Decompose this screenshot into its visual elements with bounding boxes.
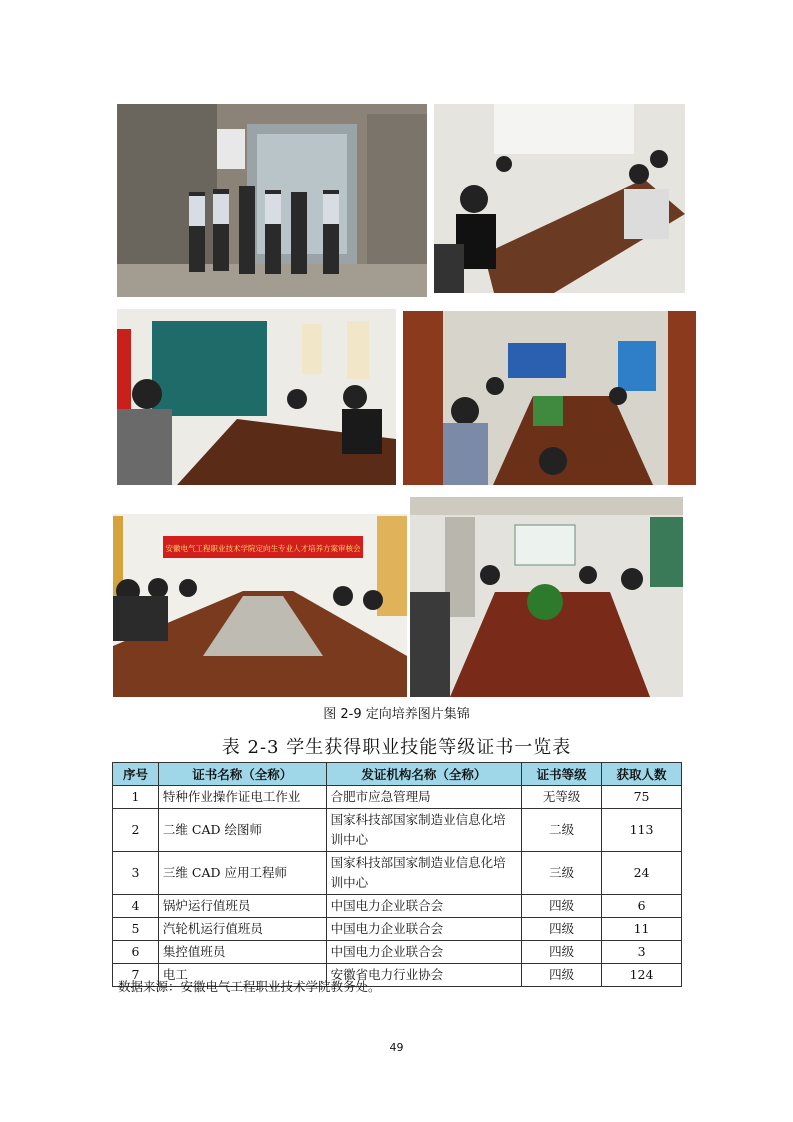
cell-issuer: 国家科技部国家制造业信息化培训中心 — [326, 852, 522, 895]
cell-issuer: 中国电力企业联合会 — [326, 895, 522, 918]
cell-issuer: 国家科技部国家制造业信息化培训中心 — [326, 809, 522, 852]
cell-cert-name: 三维 CAD 应用工程师 — [158, 852, 326, 895]
cell-cert-name: 电工 — [158, 964, 326, 987]
cell-count: 124 — [602, 964, 682, 987]
cell-cert-name: 集控值班员 — [158, 941, 326, 964]
photo-meeting-room-3 — [403, 311, 696, 485]
photo-meeting-room-4 — [410, 497, 683, 697]
header-level: 证书等级 — [522, 763, 602, 786]
cell-count: 6 — [602, 895, 682, 918]
table-row — [113, 809, 682, 852]
cell-level: 三级 — [522, 852, 602, 895]
cell-count: 3 — [602, 941, 682, 964]
table-row — [113, 852, 682, 895]
cell-issuer: 中国电力企业联合会 — [326, 918, 522, 941]
cell-index: 5 — [113, 918, 159, 941]
cell-issuer: 合肥市应急管理局 — [326, 786, 522, 809]
cell-index: 6 — [113, 941, 159, 964]
cell-index: 7 — [113, 964, 159, 987]
cell-index: 2 — [113, 809, 159, 852]
table-row — [113, 786, 682, 809]
photo-banner-meeting — [113, 496, 407, 697]
cell-index: 1 — [113, 786, 159, 809]
cell-level: 四级 — [522, 964, 602, 987]
header-cert-name: 证书名称（全称） — [158, 763, 326, 786]
cell-level: 无等级 — [522, 786, 602, 809]
cell-index: 4 — [113, 895, 159, 918]
cell-level: 四级 — [522, 895, 602, 918]
header-count: 获取人数 — [602, 763, 682, 786]
cell-count: 24 — [602, 852, 682, 895]
cell-count: 11 — [602, 918, 682, 941]
photo-meeting-room-1 — [434, 104, 685, 293]
cell-count: 75 — [602, 786, 682, 809]
banner-text: 安徽电气工程职业技术学院定向生专业人才培养方案审核会 — [165, 544, 361, 553]
cell-cert-name: 特种作业操作证电工作业 — [158, 786, 326, 809]
photo-group-outside — [117, 104, 427, 297]
cell-level: 二级 — [522, 809, 602, 852]
cell-cert-name: 锅炉运行值班员 — [158, 895, 326, 918]
cell-index: 3 — [113, 852, 159, 895]
cell-cert-name: 汽轮机运行值班员 — [158, 918, 326, 941]
table-row — [113, 895, 682, 918]
cell-cert-name: 二维 CAD 绘图师 — [158, 809, 326, 852]
certificate-table — [112, 762, 682, 987]
cell-issuer: 安徽省电力行业协会 — [326, 964, 522, 987]
table-row — [113, 918, 682, 941]
page-number: 49 — [389, 1041, 404, 1054]
cell-level: 四级 — [522, 918, 602, 941]
table-title: 表 2-3 学生获得职业技能等级证书一览表 — [221, 737, 572, 758]
source-note: 数据来源：安徽电气工程职业技术学院教务处。 — [118, 979, 381, 994]
header-issuer: 发证机构名称（全称） — [326, 763, 522, 786]
cell-count: 113 — [602, 809, 682, 852]
table-header-row — [113, 763, 682, 786]
header-index: 序号 — [113, 763, 159, 786]
cell-level: 四级 — [522, 941, 602, 964]
table-row — [113, 941, 682, 964]
photo-meeting-room-2 — [117, 309, 396, 485]
figure-caption: 图 2-9 定向培养图片集锦 — [323, 707, 470, 722]
cell-issuer: 中国电力企业联合会 — [326, 941, 522, 964]
